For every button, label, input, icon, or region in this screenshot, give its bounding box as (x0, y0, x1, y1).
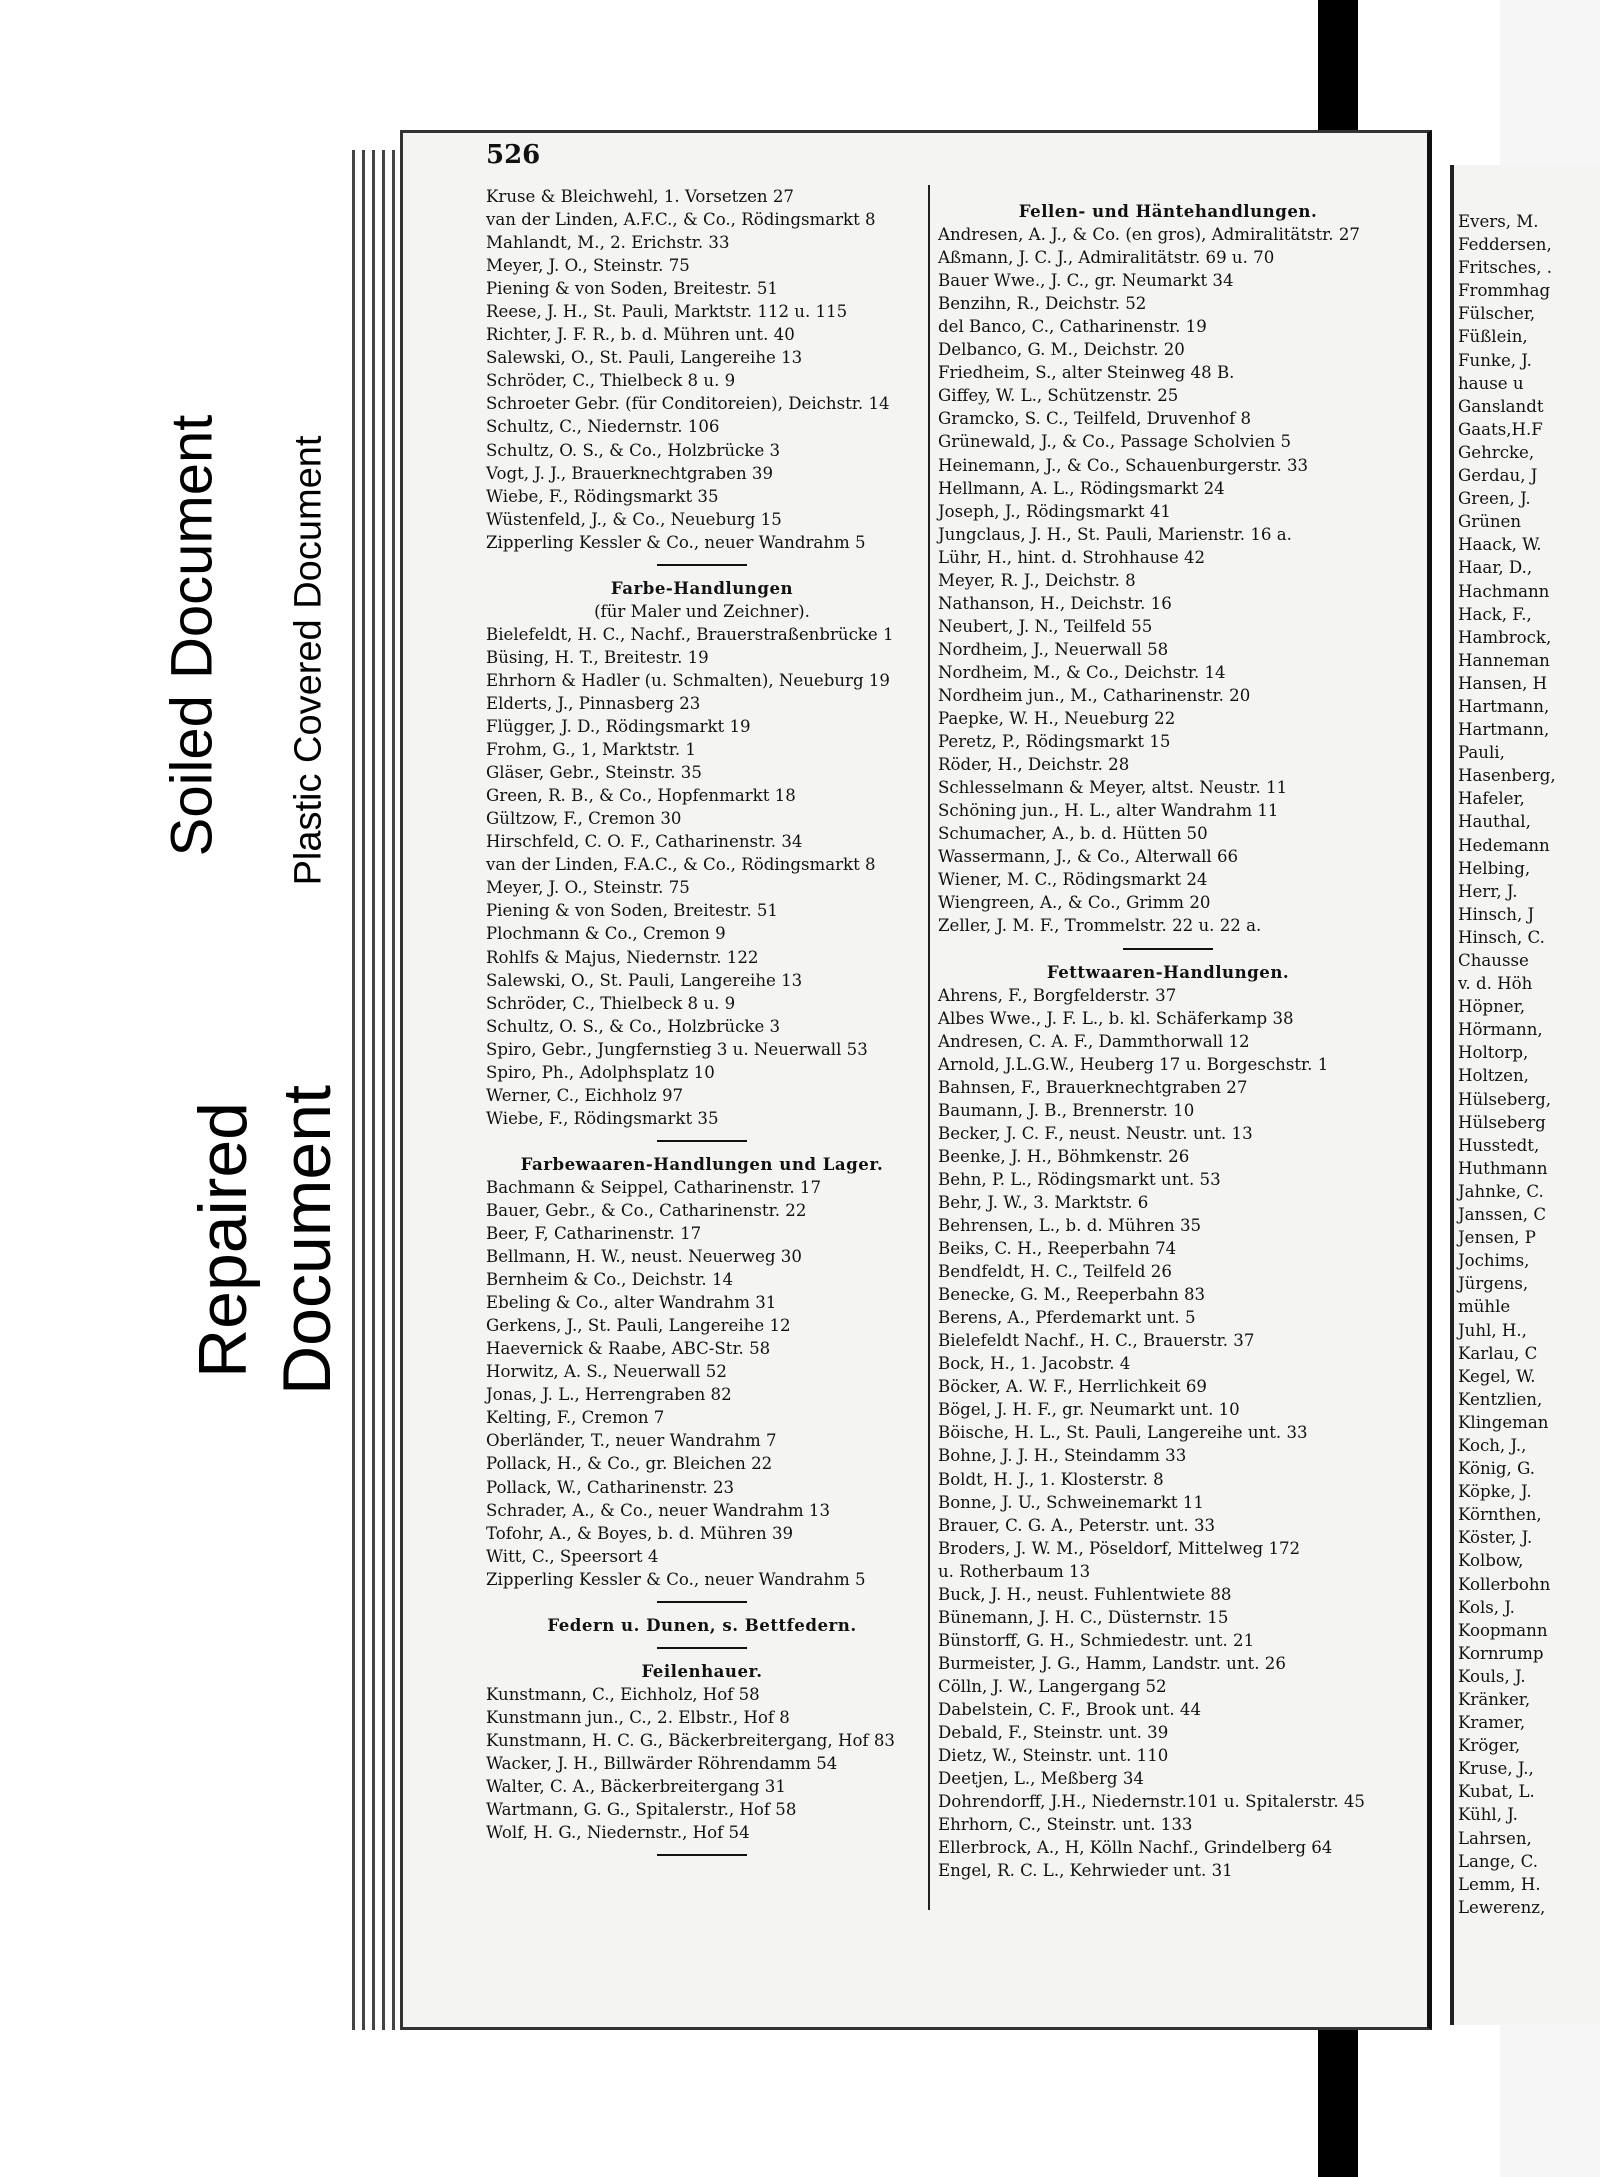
directory-entry: Werner, C., Eichholz 97 (486, 1085, 684, 1105)
next-page-entry: Koch, J., (1458, 1435, 1527, 1455)
next-page-entry: Hack, F., (1458, 604, 1532, 624)
next-page-entry: Husstedt, (1458, 1135, 1540, 1155)
directory-entry: Meyer, R. J., Deichstr. 8 (938, 570, 1136, 590)
next-page-entry: Höpner, (1458, 997, 1525, 1017)
next-page-entry: Kruse, J., (1458, 1759, 1534, 1779)
directory-entry: Zeller, J. M. F., Trommelstr. 22 u. 22 a. (938, 916, 1262, 936)
next-page-entry: Kornrump (1458, 1643, 1544, 1663)
next-page-entry: Holtzen, (1458, 1066, 1529, 1086)
next-page-entry: Kramer, (1458, 1713, 1526, 1733)
directory-entry: Bohne, J. J. H., Steindamm 33 (938, 1446, 1187, 1466)
directory-entry: Schöning jun., H. L., alter Wandrahm 11 (938, 801, 1279, 821)
page-number: 526 (486, 140, 541, 170)
next-page-fragments (1458, 210, 1556, 1919)
directory-entry: Wiebe, F., Rödingsmarkt 35 (486, 486, 719, 506)
next-page-entry: Green, J. (1458, 489, 1531, 509)
directory-entry: Meyer, J. O., Steinstr. 75 (486, 878, 690, 898)
directory-entry: Oberländer, T., neuer Wandrahm 7 (486, 1431, 777, 1451)
plastic-covered-label (268, 350, 350, 970)
next-page-entry: Kegel, W. (1458, 1366, 1536, 1386)
directory-entry: Burmeister, J. G., Hamm, Landstr. unt. 26 (938, 1653, 1286, 1673)
next-page-entry: Evers, M. (1458, 212, 1539, 231)
next-page-entry: Juhl, H., (1458, 1320, 1527, 1340)
directory-entry: Jonas, J. L., Herrengraben 82 (486, 1385, 732, 1405)
directory-entry: Bünemann, J. H. C., Düsternstr. 15 (938, 1607, 1229, 1627)
directory-entry: Rohlfs & Majus, Niedernstr. 122 (486, 947, 759, 967)
directory-entry: Vogt, J. J., Brauerknechtgraben 39 (486, 463, 774, 483)
directory-entry: Pollack, W., Catharinenstr. 23 (486, 1477, 735, 1497)
directory-entry: Witt, C., Speersort 4 (486, 1546, 659, 1566)
directory-entry: Green, R. B., & Co., Hopfenmarkt 18 (486, 786, 796, 806)
next-page-entry: Pauli, (1458, 743, 1505, 763)
directory-entry: Joseph, J., Rödingsmarkt 41 (938, 501, 1171, 521)
next-page-entry: Hauthal, (1458, 812, 1531, 832)
directory-entry: Becker, J. C. F., neust. Neustr. unt. 13 (938, 1123, 1253, 1143)
directory-entry: Nordheim, J., Neuerwall 58 (938, 639, 1169, 659)
directory-entry: Gläser, Gebr., Steinstr. 35 (486, 763, 702, 783)
next-page-entry: Kühl, J. (1458, 1805, 1518, 1825)
next-page-entry: mühle (1458, 1297, 1511, 1317)
section-rule (657, 1647, 747, 1650)
next-page-entry: Ganslandt (1458, 396, 1544, 416)
next-page-entry: Hülseberg, (1458, 1089, 1552, 1109)
next-page-entry: Kubat, L. (1458, 1782, 1535, 1802)
directory-entry: Bünstorff, G. H., Schmiedestr. unt. 21 (938, 1630, 1255, 1650)
next-page-entry: Hambrock, (1458, 627, 1552, 647)
next-page-entry: Hedemann (1458, 835, 1550, 855)
next-page-entry: Funke, J. (1458, 350, 1532, 370)
next-page-entry: Hinsch, C. (1458, 927, 1545, 947)
section-rule (657, 1854, 747, 1857)
next-page-entry: Jürgens, (1458, 1274, 1529, 1294)
directory-entry: Schultz, O. S., & Co., Holzbrücke 3 (486, 1016, 781, 1036)
left-column (486, 185, 918, 1867)
directory-entry: Haevernick & Raabe, ABC-Str. 58 (486, 1339, 771, 1359)
next-page-entry: Lahrsen, (1458, 1828, 1532, 1848)
next-page-entry: Kränker, (1458, 1690, 1531, 1709)
section-rule (657, 1140, 747, 1143)
directory-entry: Benecke, G. M., Reeperbahn 83 (938, 1285, 1206, 1305)
directory-entry: Deetjen, L., Meßberg 34 (938, 1769, 1144, 1789)
directory-entry: del Banco, C., Catharinenstr. 19 (938, 317, 1207, 337)
directory-entry: Lühr, H., hint. d. Strohhause 42 (938, 547, 1206, 567)
next-page-entry: Haack, W. (1458, 535, 1542, 555)
directory-entry: Pollack, H., & Co., gr. Bleichen 22 (486, 1454, 773, 1474)
section-rule (1123, 948, 1213, 951)
directory-entry: Wüstenfeld, J., & Co., Neueburg 15 (486, 509, 782, 529)
directory-entry: Meyer, J. O., Steinstr. 75 (486, 256, 690, 276)
next-page-entry: Hülseberg (1458, 1112, 1546, 1132)
directory-entry: Richter, J. F. R., b. d. Mühren unt. 40 (486, 325, 795, 345)
directory-entry: Benzihn, R., Deichstr. 52 (938, 294, 1147, 314)
directory-entry: Piening & von Soden, Breitestr. 51 (486, 279, 778, 299)
directory-entry: Schröder, C., Thielbeck 8 u. 9 (486, 993, 736, 1013)
directory-entry: Gültzow, F., Cremon 30 (486, 809, 682, 829)
directory-entry: Schlesselmann & Meyer, altst. Neustr. 11 (938, 778, 1288, 798)
directory-entry: Giffey, W. L., Schützenstr. 25 (938, 386, 1179, 406)
directory-entry: Dohrendorff, J.H., Niedernstr.101 u. Spitalerstr. 45 (938, 1792, 1365, 1812)
directory-entry: Plochmann & Co., Cremon 9 (486, 924, 726, 944)
section-heading: Farbe-Handlungen (610, 577, 794, 598)
directory-entry: Schroeter Gebr. (für Conditoreien), Deichstr. 14 (486, 394, 890, 414)
directory-entry: Nathanson, H., Deichstr. 16 (938, 593, 1172, 613)
next-page-entry: Hartmann, (1458, 696, 1550, 716)
next-page-entry: Hörmann, (1458, 1020, 1543, 1040)
next-page-entry: Lewerenz, (1458, 1897, 1546, 1917)
directory-entry: Aßmann, J. C. J., Admiralitätstr. 69 u. 70 (938, 248, 1275, 268)
directory-entry: Bendfeldt, H. C., Teilfeld 26 (938, 1262, 1172, 1282)
directory-entry: Dietz, W., Steinstr. unt. 110 (938, 1746, 1169, 1766)
next-page-entry: Karlau, C (1458, 1343, 1538, 1363)
next-page-entry: Köster, J. (1458, 1528, 1533, 1548)
directory-entry: Kunstmann, H. C. G., Bäckerbreitergang, Hof 83 (486, 1730, 895, 1750)
section-heading: Fellen- und Häntehandlungen. (1018, 201, 1318, 221)
directory-entry: Brauer, C. G. A., Peterstr. unt. 33 (938, 1515, 1216, 1535)
directory-entry: Spiro, Ph., Adolphsplatz 10 (486, 1062, 715, 1082)
directory-entry: Baumann, J. B., Brennerstr. 10 (938, 1100, 1195, 1120)
directory-entry: Elderts, J., Pinnasberg 23 (486, 693, 701, 713)
next-page-entry: Kols, J. (1458, 1597, 1515, 1617)
directory-entry: Nordheim, M., & Co., Deichstr. 14 (938, 662, 1226, 682)
directory-entry: Schröder, C., Thielbeck 8 u. 9 (486, 371, 736, 391)
next-page-entry: Lange, C. (1458, 1851, 1538, 1871)
directory-entry: Wiengreen, A., & Co., Grimm 20 (938, 893, 1211, 913)
directory-entry: Dabelstein, C. F., Brook unt. 44 (938, 1700, 1202, 1719)
directory-entry: Andresen, C. A. F., Dammthorwall 12 (938, 1031, 1250, 1051)
directory-entry: Wolf, H. G., Niedernstr., Hof 54 (486, 1823, 750, 1843)
directory-entry: Nordheim jun., M., Catharinenstr. 20 (938, 685, 1251, 705)
directory-entry: Bellmann, H. W., neust. Neuerweg 30 (486, 1247, 802, 1267)
next-page-entry: Gehrcke, (1458, 442, 1535, 462)
next-page-entry: Chausse (1458, 951, 1529, 970)
directory-entry: Engel, R. C. L., Kehrwieder unt. 31 (938, 1861, 1233, 1881)
directory-entry: Salewski, O., St. Pauli, Langereihe 13 (486, 970, 803, 990)
directory-entry: Gramcko, S. C., Teilfeld, Druvenhof 8 (938, 409, 1252, 429)
directory-entry: Behr, J. W., 3. Marktstr. 6 (938, 1192, 1149, 1212)
directory-entry: Büsing, H. T., Breitestr. 19 (486, 647, 709, 667)
directory-entry: Ebeling & Co., alter Wandrahm 31 (486, 1293, 777, 1313)
section-heading: Fettwaaren-Handlungen. (1046, 961, 1290, 982)
directory-entry: Jungclaus, J. H., St. Pauli, Marienstr. 16 a. (938, 524, 1292, 544)
directory-entry: Boldt, H. J., 1. Klosterstr. 8 (938, 1469, 1164, 1489)
directory-entry: Bauer, Gebr., & Co., Catharinenstr. 22 (486, 1200, 807, 1220)
directory-entry: Wiebe, F., Rödingsmarkt 35 (486, 1108, 719, 1128)
directory-entry: Ahrens, F., Borgfelderstr. 37 (938, 985, 1177, 1005)
section-heading: Farbewaaren-Handlungen und Lager. (520, 1153, 884, 1174)
section-heading: Federn u. Dunen, s. Bettfedern. (547, 1614, 857, 1635)
next-page-entry: Körnthen, (1458, 1505, 1542, 1525)
directory-entry: Horwitz, A. S., Neuerwall 52 (486, 1362, 727, 1382)
next-page-entry: Hachmann (1458, 581, 1550, 601)
directory-entry: Berens, A., Pferdemarkt unt. 5 (938, 1308, 1196, 1328)
directory-entry: Flügger, J. D., Rödingsmarkt 19 (486, 717, 751, 737)
next-page-entry: Herr, J. (1458, 881, 1518, 901)
directory-entry: Böische, H. L., St. Pauli, Langereihe unt. 33 (938, 1423, 1308, 1443)
soiled-document-label (133, 340, 251, 930)
next-page-entry: Fülscher, (1458, 304, 1536, 324)
next-page-entry: Kentzlien, (1458, 1389, 1543, 1409)
next-page-entry: Hafeler, (1458, 789, 1525, 809)
directory-entry: Ehrhorn, C., Steinstr. unt. 133 (938, 1815, 1193, 1835)
directory-entry: Tofohr, A., & Boyes, b. d. Mühren 39 (486, 1523, 794, 1543)
directory-entry: Bahnsen, F., Brauerknechtgraben 27 (938, 1077, 1248, 1097)
directory-entry: Zipperling Kessler & Co., neuer Wandrahm 5 (486, 1569, 866, 1589)
directory-entry: Kunstmann, C., Eichholz, Hof 58 (486, 1684, 760, 1704)
directory-entry: Schultz, O. S., & Co., Holzbrücke 3 (486, 440, 781, 460)
next-page-entry: Hanneman (1458, 650, 1550, 670)
directory-entry: Bernheim & Co., Deichstr. 14 (486, 1270, 734, 1290)
directory-entry: Delbanco, G. M., Deichstr. 20 (938, 340, 1185, 360)
next-page-entry: Fritsches, . (1458, 258, 1553, 278)
directory-entry: Friedheim, S., alter Steinweg 48 B. (938, 363, 1235, 383)
directory-entry: Bögel, J. H. F., gr. Neumarkt unt. 10 (938, 1400, 1240, 1420)
directory-entry: van der Linden, F.A.C., & Co., Rödingsmarkt 8 (486, 855, 876, 875)
directory-entry: Gerkens, J., St. Pauli, Langereihe 12 (486, 1316, 791, 1336)
directory-entry: Neubert, J. N., Teilfeld 55 (938, 616, 1153, 636)
directory-entry: Ellerbrock, A., H, Kölln Nachf., Grindelberg 64 (938, 1838, 1333, 1858)
directory-entry: Bachmann & Seippel, Catharinenstr. 17 (486, 1177, 822, 1197)
directory-entry: Zipperling Kessler & Co., neuer Wandrahm 5 (486, 532, 866, 552)
directory-entry: Reese, J. H., St. Pauli, Marktstr. 112 u. 115 (486, 302, 848, 322)
directory-entry: Bonne, J. U., Schweinemarkt 11 (938, 1492, 1204, 1512)
directory-entry: Andresen, A. J., & Co. (en gros), Admiralitätstr. 27 (938, 225, 1360, 245)
directory-entry: Röder, H., Deichstr. 28 (938, 755, 1130, 775)
next-page-entry: Jahnke, C. (1458, 1181, 1544, 1201)
next-page-entry: Huthmann (1458, 1158, 1548, 1178)
section-rule (657, 564, 747, 567)
next-page-entry: Grünen (1458, 512, 1522, 532)
directory-entry: Arnold, J.L.G.W., Heuberg 17 u. Borgeschstr. 1 (938, 1054, 1329, 1074)
section-heading: Feilenhauer. (641, 1660, 763, 1681)
directory-entry: Beiks, C. H., Reeperbahn 74 (938, 1239, 1177, 1259)
next-page-entry: Jensen, P (1458, 1228, 1536, 1248)
directory-entry: Schultz, C., Niedernstr. 106 (486, 417, 720, 437)
directory-entry: Wiener, M. C., Rödingsmarkt 24 (938, 870, 1208, 890)
next-page-entry: Köpke, J. (1458, 1482, 1532, 1502)
right-column (938, 200, 1398, 1882)
next-page-entry: Haar, D., (1458, 558, 1533, 578)
next-page-entry: hause u (1458, 373, 1524, 393)
directory-entry: Debald, F., Steinstr. unt. 39 (938, 1723, 1169, 1743)
section-subheading: (für Maler und Zeichner). (594, 601, 810, 621)
directory-entry: Behrensen, L., b. d. Mühren 35 (938, 1216, 1202, 1236)
directory-entry: Beer, F, Catharinenstr. 17 (486, 1224, 702, 1244)
next-page-entry: Kollerbohn (1458, 1574, 1551, 1594)
next-page-entry: Kouls, J. (1458, 1666, 1526, 1686)
directory-entry: Heinemann, J., & Co., Schauenburgerstr. 33 (938, 455, 1309, 475)
directory-entry: Grünewald, J., & Co., Passage Scholvien 5 (938, 432, 1292, 452)
next-page-entry: Kröger, (1458, 1736, 1521, 1756)
directory-entry: Kunstmann jun., C., 2. Elbstr., Hof 8 (486, 1707, 790, 1727)
next-page-entry: Hinsch, J (1458, 904, 1535, 924)
next-page-entry: Gerdau, J (1458, 466, 1538, 486)
directory-entry: Bauer Wwe., J. C., gr. Neumarkt 34 (938, 271, 1234, 291)
section-rule (657, 1601, 747, 1604)
directory-entry: Albes Wwe., J. F. L., b. kl. Schäferkamp 38 (938, 1008, 1294, 1028)
repaired-line1: Repaired (185, 1102, 262, 1378)
directory-entry: Wassermann, J., & Co., Alterwall 66 (938, 847, 1239, 867)
next-page-entry: Gaats,H.F (1458, 419, 1543, 439)
directory-entry: u. Rotherbaum 13 (938, 1561, 1091, 1581)
directory-entry: van der Linden, A.F.C., & Co., Rödingsmarkt 8 (486, 210, 876, 230)
directory-entry: Cölln, J. W., Langergang 52 (938, 1676, 1167, 1696)
directory-entry: Wacker, J. H., Billwärder Röhrendamm 54 (486, 1754, 838, 1773)
directory-entry: Piening & von Soden, Breitestr. 51 (486, 901, 778, 921)
next-page-entry: v. d. Höh (1458, 974, 1533, 994)
directory-entry: Bielefeldt, H. C., Nachf., Brauerstraßenbrücke 1 (486, 624, 894, 644)
next-page-entry: Klingeman (1458, 1412, 1549, 1432)
directory-entry: Beenke, J. H., Böhmkenstr. 26 (938, 1146, 1190, 1166)
directory-entry: Kruse & Bleichwehl, 1. Vorsetzen 27 (486, 187, 794, 206)
next-page-entry: Frommhag (1458, 281, 1551, 301)
directory-entry: Walter, C. A., Bäckerbreitergang 31 (486, 1777, 786, 1797)
directory-entry: Kelting, F., Cremon 7 (486, 1408, 665, 1428)
next-page-entry: Füßlein, (1458, 327, 1528, 347)
next-page-entry: Janssen, C (1458, 1205, 1547, 1225)
directory-entry: Schrader, A., & Co., neuer Wandrahm 13 (486, 1500, 831, 1520)
directory-entry: Paepke, W. H., Neueburg 22 (938, 709, 1176, 729)
directory-entry: Buck, J. H., neust. Fuhlentwiete 88 (938, 1584, 1232, 1604)
soiled-document-text: Soiled Document (159, 414, 225, 856)
directory-entry: Bock, H., 1. Jacobstr. 4 (938, 1354, 1131, 1374)
next-page-entry: Hansen, H (1458, 673, 1548, 693)
directory-entry: Salewski, O., St. Pauli, Langereihe 13 (486, 348, 803, 368)
next-page-entry: Jochims, (1458, 1251, 1530, 1271)
directory-entry: Peretz, P., Rödingsmarkt 15 (938, 732, 1171, 752)
directory-entry: Ehrhorn & Hadler (u. Schmalten), Neueburg 19 (486, 670, 890, 690)
next-page-entry: Hartmann, (1458, 720, 1550, 740)
column-divider (928, 185, 930, 1910)
repaired-line2: Document (269, 1085, 346, 1395)
directory-entry: Behn, P. L., Rödingsmarkt unt. 53 (938, 1169, 1221, 1189)
directory-entry: Hellmann, A. L., Rödingsmarkt 24 (938, 478, 1225, 498)
directory-entry: Wartmann, G. G., Spitalerstr., Hof 58 (486, 1800, 797, 1820)
directory-entry: Mahlandt, M., 2. Erichstr. 33 (486, 233, 730, 253)
directory-entry: Frohm, G., 1, Marktstr. 1 (486, 740, 696, 760)
directory-entry: Spiro, Gebr., Jungfernstieg 3 u. Neuerwall 53 (486, 1039, 868, 1059)
next-page-entry: Koopmann (1458, 1620, 1548, 1640)
plastic-covered-text: Plastic Covered Document (287, 435, 330, 885)
next-page-entry: König, G. (1458, 1459, 1536, 1479)
next-page-entry: Helbing, (1458, 858, 1531, 878)
next-page-entry: Lemm, H. (1458, 1874, 1541, 1894)
directory-entry: Bielefeldt Nachf., H. C., Brauerstr. 37 (938, 1331, 1255, 1351)
next-page-entry: Feddersen, (1458, 235, 1552, 255)
directory-entry: Broders, J. W. M., Pöseldorf, Mittelweg 172 (938, 1538, 1301, 1558)
next-page-entry: Kolbow, (1458, 1551, 1524, 1571)
directory-entry: Böcker, A. W. F., Herrlichkeit 69 (938, 1377, 1207, 1397)
next-page-entry: Hasenberg, (1458, 766, 1556, 786)
directory-entry: Hirschfeld, C. O. F., Catharinenstr. 34 (486, 832, 803, 852)
next-page-entry: Holtorp, (1458, 1043, 1529, 1063)
directory-entry: Schumacher, A., b. d. Hütten 50 (938, 824, 1208, 844)
repaired-document-label (175, 1010, 355, 1470)
